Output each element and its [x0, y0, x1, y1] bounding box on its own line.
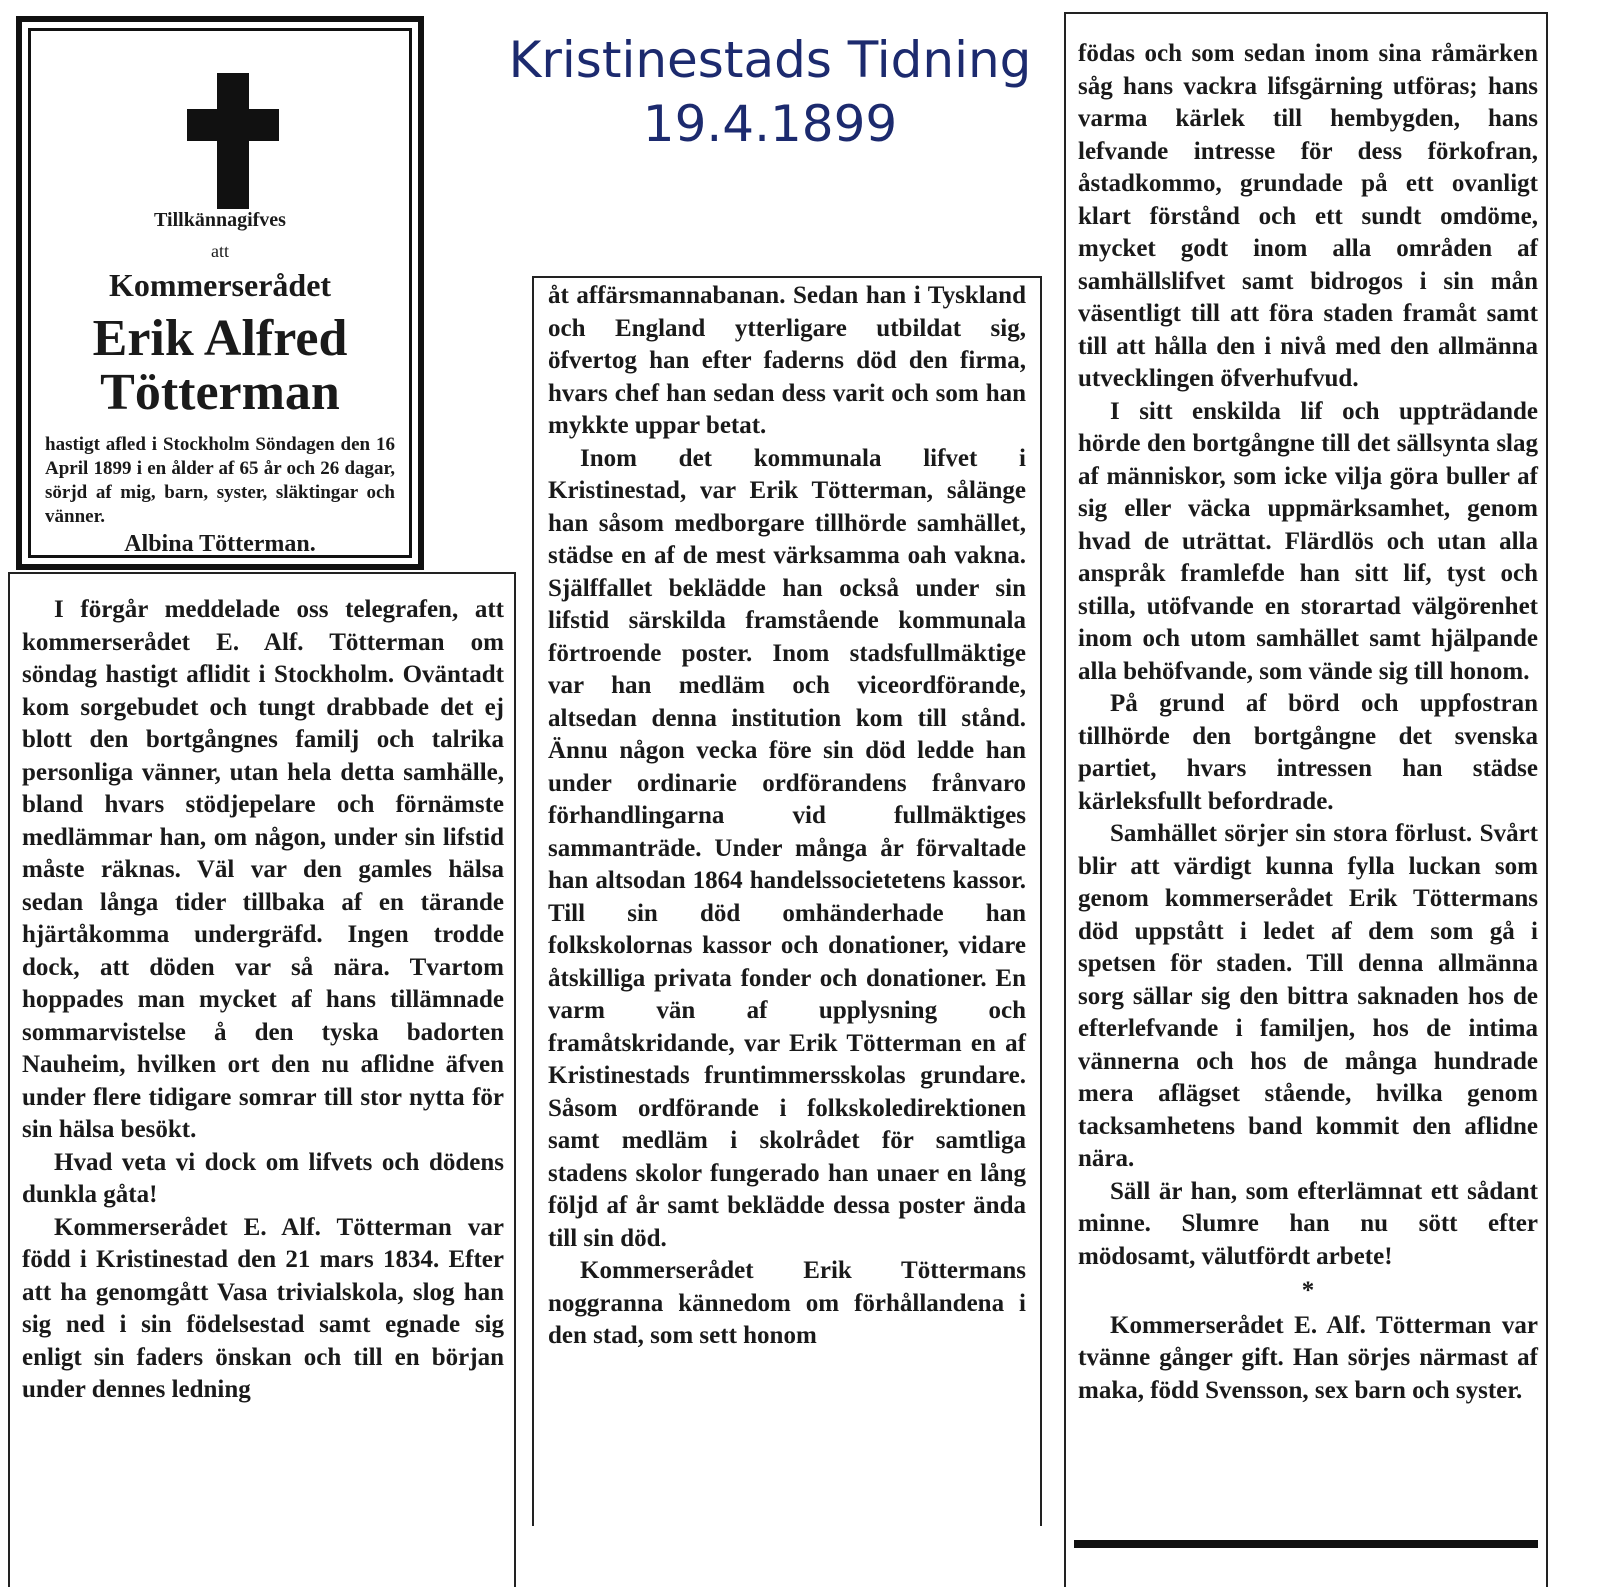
paragraph: I sitt enskilda lif och uppträdande hörde den bortgångne till det sällsynta slag af människor, som icke vilja göra buller af sig eller väcka uppmärksamhet, genom hvad de uträttat. Flärdlös och utan alla anspråk framlefde han sitt lif, tyst och stilla, utöfvande en storartad välgörenhet inom och utom samhället samt hjälpande alla behöfvande, som vände sig till honom.: [1078, 397, 1538, 685]
newspaper-masthead: [470, 28, 1070, 156]
paragraph: Kommerserådet Erik Töttermans noggranna kännedom om förhållandena i den stad, som sett honom: [548, 1257, 1026, 1349]
notice-att: att: [211, 241, 229, 261]
newspaper-name: Kristinestads Tidning: [508, 31, 1032, 89]
column-top-rule: [534, 276, 1040, 278]
section-separator: *: [1301, 1277, 1315, 1304]
paragraph: Inom det kommunala lifvet i Kristinestad, var Erik Tötterman, sålänge han såsom medborgare tillhörde samhället, städse en af de mest värksamma oah vakna. Själffallet beklädde han också under sin lifstid särskilda framstående kommunala förtroende poster. Inom stadsfullmäktige var han medläm och viceordförande, altsedan denna institution kom till stånd. Ännu någon vecka före sin död ledde han under ordinarie ordförandens frånvaro förhandlingarna vid fullmäktiges sammanträde. Under många år förvaltade han altsodan 1864 handelssocietetens kassor. Till sin död omhänderhade han folkskolornas kassor och donationer, vidare åtskilliga privata fonder och donationer. En varm vän af upplysning och framåtskridande, var Erik Tötterman en af Kristinestads fruntimmersskolas grundare. Såsom ordförande i folkskoledirektionen samt medläm i skolrådet för samtliga stadens skolor fungerado han unaer en lång följd af år samt beklädde dessa poster ända till sin död.: [548, 444, 1026, 1252]
notice-text: hastigt afled i Stockholm Söndagen den 16 April 1899 i en ålder af 65 år och 26 dagar, sörjd af mig, barn, syster, släktingar och vänner.: [45, 434, 395, 527]
cross-icon: [187, 73, 279, 209]
paragraph: Samhället sörjer sin stora förlust. Svårt blir att värdigt kunna fylla luckan som genom kommerserådet Erik Töttermans död uppstått i ledet af dem som gå i spetsen för staden. Till denna allmänna sorg sällar sig den bittra saknaden hos de efterlefvande i familjen, hos de intima vännerna och hos de många hundrade mera aflägset stående, hvilka genom tacksamhetens band kommit den aflidne nära.: [1078, 820, 1538, 1172]
paragraph: Säll är han, som efterlämnat ett sådant minne. Slumre han nu sött efter mödosamt, välutfördt arbete!: [1078, 1177, 1538, 1270]
newspaper-date: 19.4.1899: [642, 95, 898, 153]
paragraph: I förgår meddelade oss telegrafen, att kommerserådet E. Alf. Tötterman om söndag hastigt aflidit i Stockholm. Oväntadt kom sorgebudet och tungt drabbade det ej blott den bortgångnes familj och talrika personliga vänner, utan hela detta samhälle, bland hvars stödjepelare och förnämste medlämmar han, om någon, under sin lifstid måste räknas. Väl var den gamles hälsa sedan långa tider tillbaka af en tärande hjärtåkomma undergräfd. Ingen trodde dock, att döden var så nära. Tvartom hoppades man mycket af hans tillämnade sommarvistelse å den tyska badorten Nauheim, hvilken ort den nu aflidne äfven under flere tidigare somrar till stor nytta för sin hälsa besökt.: [22, 596, 504, 1143]
article-column-1: [8, 572, 516, 1587]
paragraph: födas och som sedan inom sina råmärken såg hans vackra lifsgärning utföras; hans varma kärlek till hembygden, hans lefvande intresse för dess förkofran, åstadkommo, grundade på ett ovanligt klart förstånd och ett sundt omdöme, mycket godt inom alla områden af samhällslifvet samt bidrogos i sin mån väsentligt till att föra staden framåt samt till att hålla den i nivå med den allmänna utvecklingen öfverhufvud.: [1078, 40, 1538, 392]
notice-title: Kommerserådet: [108, 267, 332, 303]
notice-signature: Albina Tötterman.: [124, 531, 316, 557]
notice-first-names: Erik Alfred: [92, 310, 348, 367]
article-column-3: [1064, 12, 1548, 1587]
paragraph: Kommerserådet E. Alf. Tötterman var född i Kristinestad den 21 mars 1834. Efter att ha genomgått Vasa trivialskola, slog han sig ned i sin födelsestad samt egnade sig enligt sin faders önskan och till en början under dennes ledning: [22, 1213, 504, 1403]
death-notice: [16, 16, 424, 570]
article-column-2: [532, 276, 1042, 1526]
postscript-paragraph: Kommerserådet E. Alf. Tötterman var tvänne gånger gift. Han sörjes närmast af maka, född Svensson, sex barn och syster.: [1078, 1311, 1538, 1404]
paragraph: Hvad veta vi dock om lifvets och dödens dunkla gåta!: [22, 1148, 504, 1208]
notice-surname: Tötterman: [100, 364, 340, 421]
column-top-rule: [10, 572, 514, 574]
notice-announcement: Tillkännagifves: [154, 209, 286, 231]
death-notice-inner-border: [28, 28, 412, 558]
paragraph: åt affärsmannabanan. Sedan han i Tyskland och England ytterligare utbildat sig, öfvertog han efter faderns död den firma, hvars chef han sedan dess varit och som han mykkte uppar betat.: [548, 282, 1026, 439]
paragraph: På grund af börd och uppfostran tillhörde den bortgångne det svenska partiet, hvars intressen han städse kärleksfullt befordrade.: [1078, 690, 1538, 815]
column-top-rule: [1066, 12, 1546, 14]
column-end-rule: [1074, 1540, 1538, 1548]
